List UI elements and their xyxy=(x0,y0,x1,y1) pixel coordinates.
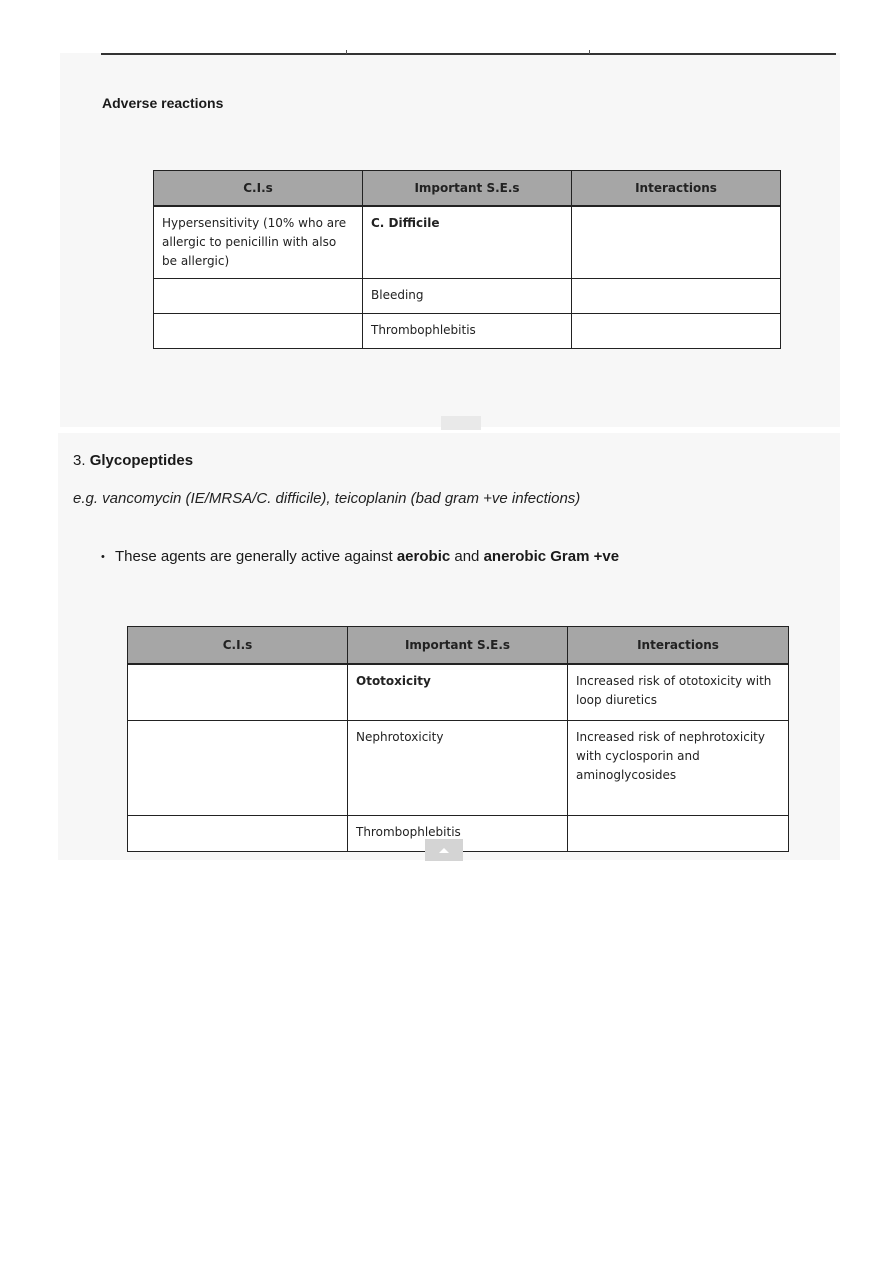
bullet-text: and xyxy=(450,548,484,565)
rule-tick xyxy=(346,50,347,54)
table-cell: Hypersensitivity (10% who are allergic to penicillin with also be allergic) xyxy=(154,206,363,279)
table-cell xyxy=(128,720,348,815)
table-header-row xyxy=(128,627,789,665)
table-cell: C. Difficile xyxy=(363,206,572,279)
column-header-ci: C.I.s xyxy=(128,627,348,665)
table-row xyxy=(154,279,781,314)
table-cell xyxy=(572,314,781,349)
column-header-interactions: Interactions xyxy=(572,171,781,207)
column-header-side-effects: Important S.E.s xyxy=(363,171,572,207)
bullet-bold-term: aerobic xyxy=(396,548,451,565)
table-row xyxy=(128,720,789,815)
table-cell: Thrombophlebitis xyxy=(363,314,572,349)
bullet-bold-term: anerobic Gram +ve xyxy=(483,548,620,565)
bullet-text: These agents are generally active against xyxy=(115,548,397,565)
top-divider-rule xyxy=(101,53,836,55)
table-cell: Thrombophlebitis xyxy=(348,815,568,851)
adverse-reactions-table xyxy=(153,170,781,349)
table-cell xyxy=(154,279,363,314)
table-cell: Increased risk of nephrotoxicity with cyclosporin and aminoglycosides xyxy=(568,720,789,815)
table-cell: Increased risk of ototoxicity with loop diuretics xyxy=(568,664,789,720)
table-cell: Ototoxicity xyxy=(348,664,568,720)
table-cell: Nephrotoxicity xyxy=(348,720,568,815)
section-title xyxy=(73,452,193,469)
table-cell xyxy=(128,664,348,720)
adverse-reactions-heading: Adverse reactions xyxy=(102,95,224,111)
page-break-tab xyxy=(441,416,481,430)
glycopeptides-table xyxy=(127,626,789,852)
table-row xyxy=(154,314,781,349)
column-header-interactions: Interactions xyxy=(568,627,789,665)
table-cell xyxy=(128,815,348,851)
section-number: 3. xyxy=(73,452,86,469)
scroll-up-handle[interactable] xyxy=(425,839,463,861)
table-cell xyxy=(154,314,363,349)
table-cell xyxy=(568,815,789,851)
caret-up-icon xyxy=(439,848,449,853)
table-cell xyxy=(572,279,781,314)
table-row xyxy=(154,206,781,279)
table-cell: Bleeding xyxy=(363,279,572,314)
bullet-item xyxy=(101,548,619,565)
rule-tick xyxy=(589,50,590,54)
table-cell xyxy=(572,206,781,279)
section-name: Glycopeptides xyxy=(89,452,194,469)
bullet-marker: • xyxy=(101,551,105,563)
drug-examples: e.g. vancomycin (IE/MRSA/C. difficile), teicoplanin (bad gram +ve infections) xyxy=(73,490,581,507)
table-row xyxy=(128,664,789,720)
table-header-row xyxy=(154,171,781,207)
column-header-ci: C.I.s xyxy=(154,171,363,207)
column-header-side-effects: Important S.E.s xyxy=(348,627,568,665)
